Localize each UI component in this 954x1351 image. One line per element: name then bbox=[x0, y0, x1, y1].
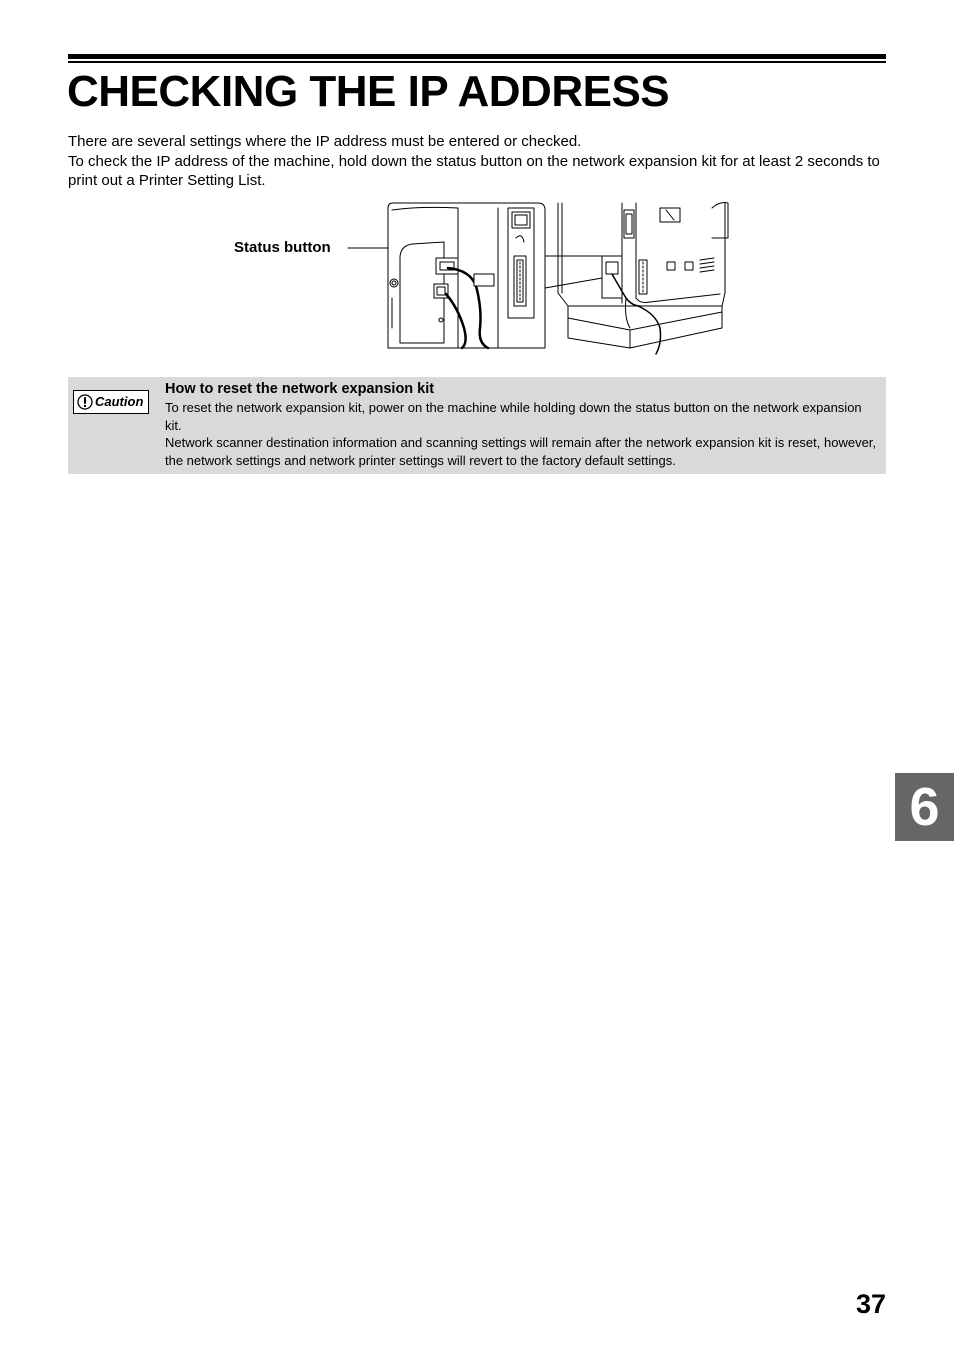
status-button-callout-label: Status button bbox=[234, 239, 331, 256]
page-title: CHECKING THE IP ADDRESS bbox=[67, 67, 670, 116]
intro-line: To check the IP address of the machine, hold down the status button on the network expansion kit for at least 2 seconds to print out a Printer Setting List. bbox=[68, 152, 880, 189]
caution-box bbox=[68, 377, 886, 474]
caution-paragraph: To reset the network expansion kit, power on the machine while holding down the status button on the network expansion kit. bbox=[165, 400, 862, 433]
caution-content bbox=[165, 380, 877, 469]
header-rule-thick bbox=[68, 54, 886, 59]
header-rule-thin bbox=[68, 61, 886, 63]
exclamation-circle-icon bbox=[77, 394, 93, 410]
chapter-tab: 6 bbox=[895, 773, 954, 841]
caution-badge bbox=[73, 390, 149, 414]
caution-paragraph: Network scanner destination information and scanning settings will remain after the network expansion kit is reset, however, the network settings and network printer settings will revert to the factory default settings. bbox=[165, 435, 877, 468]
caution-label: Caution bbox=[95, 394, 144, 409]
page-number: 37 bbox=[855, 1289, 886, 1319]
network-expansion-kit-illustration bbox=[340, 198, 740, 358]
intro-line: There are several settings where the IP address must be entered or checked. bbox=[68, 133, 582, 150]
inset-closeup bbox=[388, 203, 545, 348]
caution-heading: How to reset the network expansion kit bbox=[165, 381, 435, 397]
printer-rear-view bbox=[558, 203, 728, 354]
intro-text bbox=[68, 132, 886, 191]
